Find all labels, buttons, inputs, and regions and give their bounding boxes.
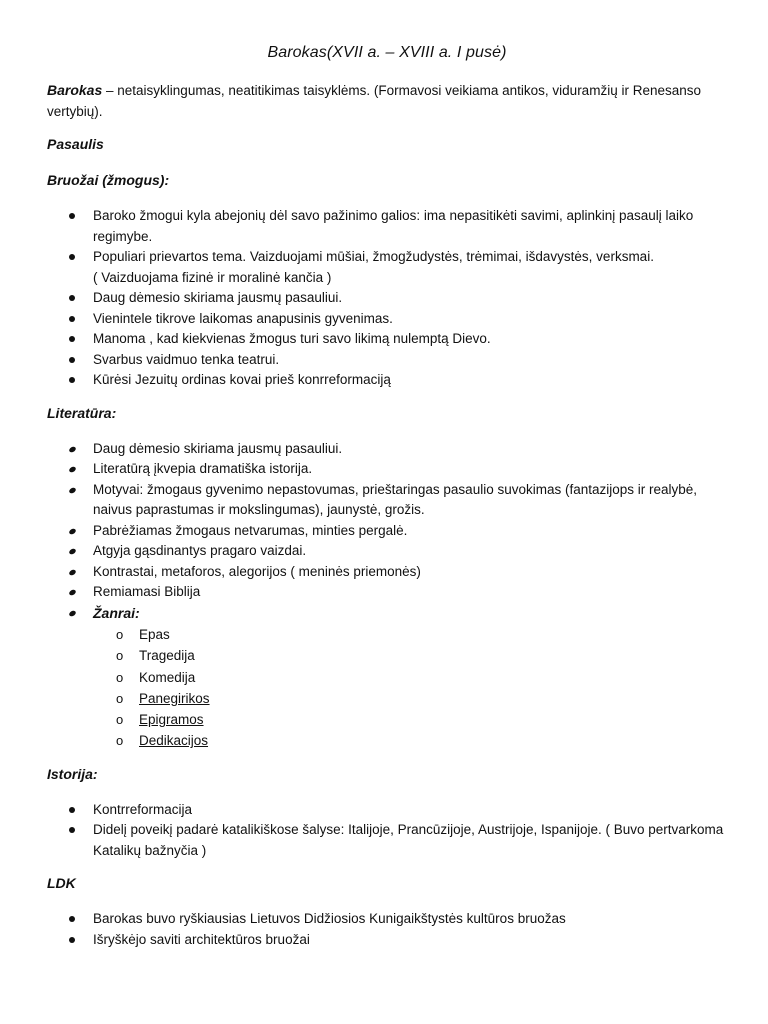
list-item — [47, 439, 727, 460]
circle-bullet-icon: o — [116, 627, 124, 642]
list-item-text: Daug dėmesio skiriama jausmų pasauliui. — [93, 440, 343, 456]
bullet-icon — [69, 937, 75, 943]
circle-bullet-icon: o — [116, 690, 124, 706]
circle-bullet-icon: o — [116, 669, 124, 685]
sub-list-item — [47, 624, 727, 645]
list-item-text: Didelį poveikį padarė katalikiškose šalyse: Italijoje, Prancūzijoje, Austrijoje, Ispanijoje. ( Buvo pertvarkoma Katalikų bažnyčia ) — [93, 822, 724, 858]
list-item — [47, 582, 727, 603]
sub-list-item-text: Tragedija — [139, 648, 195, 664]
list-item — [47, 820, 727, 861]
sub-list-item — [47, 709, 727, 730]
list-item-text: Kontrastai, metaforos, alegorijos ( meninės priemonės) — [93, 563, 421, 579]
sub-list-item — [47, 645, 727, 666]
list-item — [47, 459, 727, 480]
intro-text: netaisyklingumas, neatitikimas taisyklėms. (Formavosi veikiama antikos, viduramžių ir Renesanso vertybių). — [47, 83, 701, 119]
list-item-text: Daug dėmesio skiriama jausmų pasauliui. — [93, 290, 343, 305]
bullet-icon — [69, 916, 75, 922]
list-item — [47, 909, 727, 930]
sub-list-item-text: Epigramos — [139, 712, 204, 728]
list-item-text: Literatūrą įkvepia dramatiška istorija. — [93, 461, 313, 476]
sub-list-item-text: Panegirikos — [139, 690, 210, 706]
sub-list-item-text: Dedikacijos — [139, 733, 209, 749]
list-item — [47, 247, 727, 288]
list-item — [47, 480, 727, 521]
list-item-text: Išryškėjo saviti architektūros bruožai — [93, 931, 310, 947]
list-item — [47, 930, 727, 951]
list-item-text: Manoma , kad kiekvienas žmogus turi savo likimą nulemptą Dievo. — [93, 331, 491, 346]
list-item-text: Atgyja gąsdinantys pragaro vaizdai. — [93, 543, 307, 558]
circle-bullet-icon: o — [116, 733, 124, 749]
sub-list-item-text: Komedija — [139, 669, 196, 685]
list-item-text: Remiamasi Biblija — [93, 584, 201, 599]
document-page — [47, 40, 727, 950]
bullet-icon — [69, 336, 75, 342]
literatura-list — [47, 439, 727, 625]
sub-list-item — [47, 730, 727, 751]
list-item — [47, 288, 727, 309]
bullet-icon — [69, 377, 75, 383]
bullet-icon — [68, 527, 77, 535]
list-item-text: Motyvai: žmogaus gyvenimo nepastovumas, prieštaringas pasaulio suvokimas (fantazijops ir realybė, naivus paprastumas ir mokslingumas), jaunystė, grožis. — [93, 481, 698, 517]
list-item — [47, 350, 727, 371]
list-item-text: Pabrėžiamas žmogaus netvarumas, minties pergalė. — [93, 522, 408, 538]
list-item-text: ( Vaizduojama fizinė ir moralinė kančia ) — [93, 269, 332, 285]
sub-list-item — [47, 688, 727, 709]
bullet-icon — [69, 316, 75, 322]
list-item-text: Baroko žmogui kyla abejonių dėl savo pažinimo galios: ima nepasitikėti savimi, aplinkinį pasaulį laiko regimybe. — [93, 208, 694, 244]
intro-term: Barokas — [47, 82, 103, 98]
intro-paragraph — [47, 80, 727, 122]
list-item — [47, 206, 727, 247]
list-item — [47, 329, 727, 350]
list-item-text: Kūrėsi Jezuitų ordinas kovai prieš konrreformaciją — [93, 372, 391, 387]
bullet-icon — [68, 466, 77, 474]
list-item-text: Barokas buvo ryškiausias Lietuvos Didžiosios Kunigaikštystės kultūros bruožas — [93, 911, 566, 927]
istorija-list — [47, 800, 727, 862]
bruozai-list — [47, 206, 727, 391]
sub-list-item-text: Epas — [139, 627, 170, 642]
bullet-icon — [68, 609, 77, 617]
list-item — [47, 541, 727, 562]
circle-bullet-icon: o — [116, 712, 124, 728]
circle-bullet-icon: o — [116, 648, 124, 664]
bullet-icon — [69, 357, 75, 363]
bullet-icon — [69, 827, 75, 833]
list-item — [47, 370, 727, 391]
zanrai-list — [47, 624, 727, 752]
section-heading-ldk: LDK — [47, 875, 76, 892]
section-heading-bruozai: Bruožai (žmogus): — [47, 172, 170, 188]
zanrai-label: Žanrai: — [93, 604, 140, 621]
bullet-icon — [68, 568, 77, 576]
bullet-icon — [69, 295, 75, 301]
list-item-text: Vienintele tikrove laikomas anapusinis gyvenimas. — [93, 310, 393, 326]
list-item-text: Svarbus vaidmuo tenka teatrui. — [93, 351, 280, 367]
sub-list-item — [47, 667, 727, 688]
bullet-icon — [68, 445, 77, 453]
list-item — [47, 309, 727, 330]
section-heading-pasaulis: Pasaulis — [47, 136, 104, 152]
list-item — [47, 562, 727, 583]
bullet-icon — [68, 548, 77, 556]
bullet-icon — [69, 254, 75, 260]
ldk-list — [47, 909, 727, 950]
list-item — [47, 521, 727, 542]
list-item-text: Kontrreformacija — [93, 801, 193, 817]
bullet-icon — [68, 486, 77, 494]
section-heading-literatura: Literatūra: — [47, 404, 117, 421]
intro-dash: – — [102, 83, 118, 98]
bullet-icon — [69, 807, 75, 813]
bullet-icon — [69, 213, 75, 219]
document-title: Barokas(XVII a. – XVIII a. I pusė) — [267, 44, 507, 61]
list-item-zanrai — [47, 603, 727, 625]
list-item-text: Populiari prievartos tema. Vaizduojami mūšiai, žmogžudystės, trėmimai, išdavystės, verksmai. — [93, 249, 654, 264]
section-heading-istorija: Istorija: — [47, 765, 98, 782]
list-item — [47, 800, 727, 821]
bullet-icon — [68, 589, 77, 597]
